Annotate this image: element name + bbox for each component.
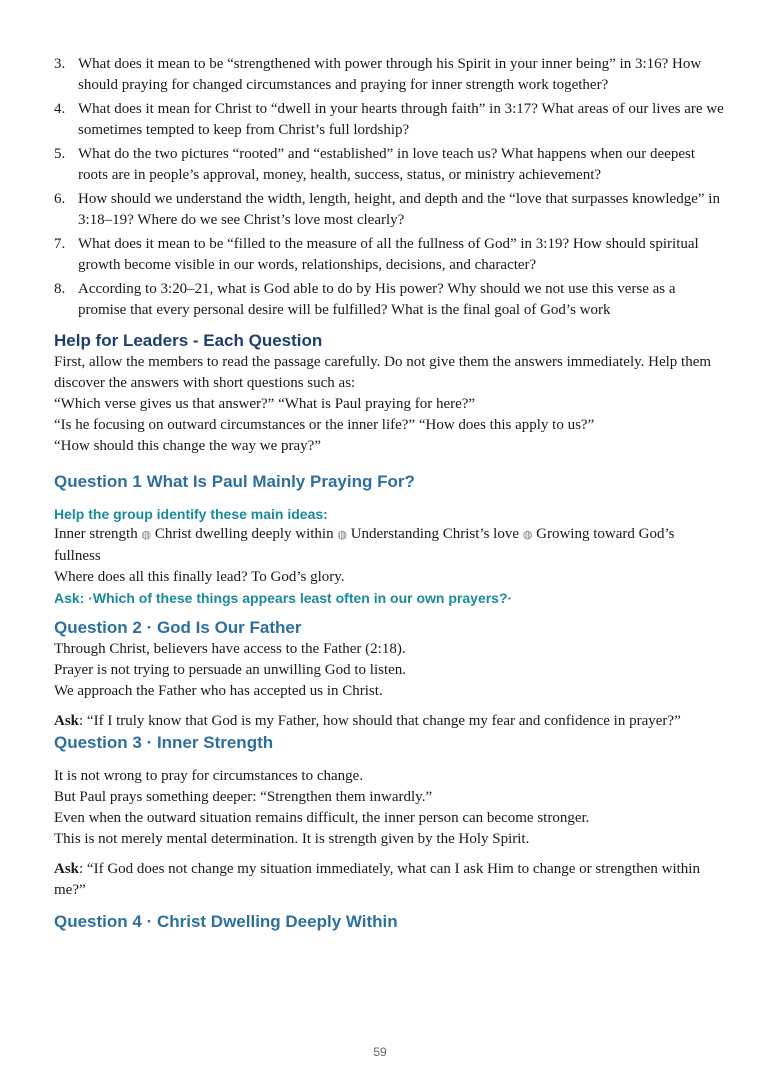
question-text: What do the two pictures “rooted” and “established” in love teach us? What happens when our deepest roots are in people’s approval, money, health, success, status, or ministry achievement?	[78, 146, 696, 183]
idea-gods-fullness: Growing toward God’s fullness	[54, 526, 675, 564]
question-2-line: We approach the Father who has accepted us in Christ.	[54, 683, 383, 699]
question-3-heading: Question 3 · Inner Strength	[54, 733, 274, 752]
question-1-ask: Ask: ·Which of these things appears least often in our own prayers?·	[54, 590, 513, 606]
question-1-subheading: Help the group identify these main ideas:	[54, 506, 328, 522]
idea-inner-strength: Inner strength	[54, 526, 138, 542]
question-2-line: Prayer is not trying to persuade an unwilling God to listen.	[54, 662, 407, 678]
list-item: 4. What does it mean for Christ to “dwell in your hearts through faith” in 3:17? What areas of our lives are we sometimes tempted to keep from Christ’s full lordship?	[54, 101, 724, 138]
question-text: What does it mean to be “filled to the measure of all the fullness of God” in 3:19? How should spiritual growth become visible in our words, relationships, decisions, and character?	[78, 236, 699, 273]
question-text: What does it mean to be “strengthened with power through his Spirit in your inner being” in 3:16? How should praying for changed circumstances and praying for inner strength work together?	[78, 56, 702, 93]
leaders-example-line: “Is he focusing on outward circumstances or the inner life?” “How does this apply to us?”	[54, 417, 595, 433]
question-3-line: Even when the outward situation remains difficult, the inner person can become stronger.	[54, 810, 590, 826]
question-text: How should we understand the width, length, height, and depth and the “love that surpasses knowledge” in 3:18–19? Where do we see Christ’s love most clearly?	[78, 191, 720, 228]
list-item: 6. How should we understand the width, length, height, and depth and the “love that surpasses knowledge” in 3:18–19? Where do we see Christ’s love most clearly?	[54, 191, 720, 228]
leaders-intro: First, allow the members to read the passage carefully. Do not give them the answers immediately. Help them discover the answers with short questions such as:	[54, 354, 712, 391]
question-3-line: It is not wrong to pray for circumstances to change.	[54, 768, 364, 784]
question-2-line: Through Christ, believers have access to the Father (2:18).	[54, 641, 406, 657]
question-3-ask	[54, 859, 724, 901]
question-3-line: This is not merely mental determination. It is strength given by the Holy Spirit.	[54, 831, 530, 847]
list-item: 3. What does it mean to be “strengthened with power through his Spirit in your inner being” in 3:16? How should praying for changed circumstances and praying for inner strength work together?	[54, 56, 702, 93]
question-text: According to 3:20–21, what is God able to do by His power? Why should we not use this verse as a promise that every personal desire will be fulfilled? What is the final goal of God’s work	[78, 281, 676, 318]
question-text: What does it mean for Christ to “dwell in your hearts through faith” in 3:17? What areas of our lives are we sometimes tempted to keep from Christ’s full lordship?	[78, 101, 724, 138]
list-item: 8. According to 3:20–21, what is God able to do by His power? Why should we not use this verse as a promise that every personal desire will be fulfilled? What is the final goal of God’s work	[54, 281, 676, 318]
page-content	[54, 54, 724, 933]
list-item: 7. What does it mean to be “filled to the measure of all the fullness of God” in 3:19? How should spiritual growth become visible in our words, relationships, decisions, and character?	[54, 236, 699, 273]
idea-christ-dwelling: Christ dwelling deeply within	[154, 526, 334, 542]
leaders-example-line: “How should this change the way we pray?”	[54, 438, 321, 454]
separator-icon: ◍	[141, 529, 152, 541]
separator-icon: ◍	[522, 529, 533, 541]
separator-icon: ◍	[337, 529, 347, 541]
page-number: 59	[373, 1045, 387, 1059]
question-2-ask	[54, 711, 724, 732]
question-1-heading: Question 1 What Is Paul Mainly Praying For?	[54, 472, 415, 491]
question-2-heading: Question 2 · God Is Our Father	[54, 618, 302, 637]
ask-label: Ask	[54, 713, 80, 729]
leaders-heading: Help for Leaders - Each Question	[54, 331, 323, 350]
idea-christs-love: Understanding Christ’s love	[350, 526, 520, 542]
main-ideas-line	[54, 524, 724, 567]
ask-text: : “If God does not change my situation immediately, what can I ask Him to change or strengthen within me?”	[54, 861, 700, 898]
question-1-conclusion: Where does all this finally lead? To God’s glory.	[54, 569, 345, 585]
list-item: 5. What do the two pictures “rooted” and “established” in love teach us? What happens when our deepest roots are in people’s approval, money, health, success, status, or ministry achievement?	[54, 146, 696, 183]
leaders-example-line: “Which verse gives us that answer?” “What is Paul praying for here?”	[54, 396, 476, 412]
question-4-heading: Question 4 · Christ Dwelling Deeply Within	[54, 912, 398, 931]
ask-text: : “If I truly know that God is my Father, how should that change my fear and confidence in prayer?”	[79, 713, 681, 729]
ask-label: Ask	[54, 861, 80, 877]
question-3-line: But Paul prays something deeper: “Strengthen them inwardly.”	[54, 789, 433, 805]
discussion-questions-list	[54, 54, 724, 321]
